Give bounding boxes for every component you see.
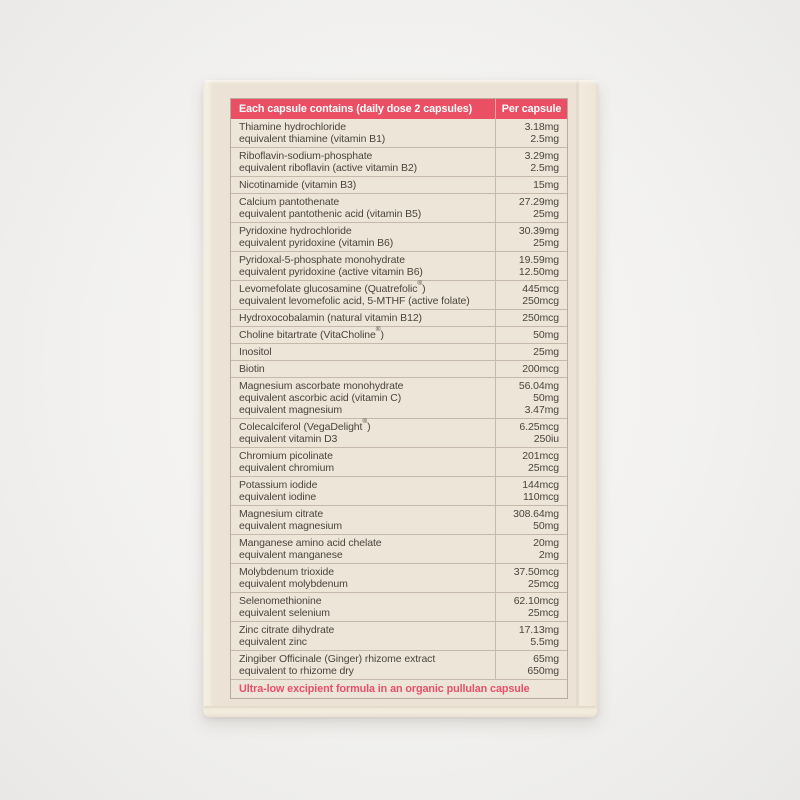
- ingredient-amounts: [495, 344, 567, 360]
- text-line: 50mg: [533, 392, 559, 404]
- text-line: 27.29mg: [518, 196, 559, 208]
- ingredient-name: [231, 252, 495, 280]
- text-line: 650mg: [527, 665, 559, 677]
- text-line: 250mcg: [522, 295, 559, 307]
- ingredient-amounts: [495, 477, 567, 505]
- ingredient-amounts: [495, 361, 567, 377]
- table-row: [231, 418, 567, 447]
- table-row: [231, 119, 567, 147]
- ingredient-amounts: [495, 506, 567, 534]
- box-top-edge: [203, 80, 598, 84]
- text-line: equivalent chromium: [239, 462, 334, 474]
- header-ingredient-column: Each capsule contains (daily dose 2 capsules): [239, 103, 473, 115]
- ingredient-amounts: [495, 281, 567, 309]
- registered-trademark-symbol: ®: [417, 280, 423, 287]
- text-line: Hydroxocobalamin (natural vitamin B12): [239, 312, 422, 324]
- supplement-box: [203, 80, 598, 717]
- ingredient-amounts: [495, 310, 567, 326]
- registered-trademark-symbol: ®: [375, 326, 381, 333]
- text-line: 3.47mg: [524, 404, 559, 416]
- ingredient-amounts: [495, 252, 567, 280]
- text-line: 30.39mg: [518, 225, 559, 237]
- ingredient-name: [231, 448, 495, 476]
- ingredient-amounts: [495, 448, 567, 476]
- text-line: equivalent riboflavin (active vitamin B2): [239, 162, 417, 174]
- text-line: Choline bitartrate (VitaCholine®): [239, 326, 384, 341]
- ingredient-name: [231, 477, 495, 505]
- table-row: [231, 650, 567, 679]
- table-row: [231, 222, 567, 251]
- table-body: [231, 119, 567, 679]
- ingredient-name: [231, 378, 495, 418]
- text-line: Pyridoxine hydrochloride: [239, 225, 352, 237]
- ingredient-name: [231, 194, 495, 222]
- ingredient-name: [231, 119, 495, 147]
- ingredient-name: [231, 177, 495, 193]
- text-line: equivalent ascorbic acid (vitamin C): [239, 392, 402, 404]
- text-line: 201mcg: [522, 450, 559, 462]
- box-bottom-edge: [204, 706, 597, 717]
- ingredient-name: [231, 535, 495, 563]
- ingredient-amounts: [495, 148, 567, 176]
- ingredient-name: [231, 223, 495, 251]
- ingredient-amounts: [495, 378, 567, 418]
- table-row: [231, 176, 567, 193]
- ingredient-name: [231, 361, 495, 377]
- text-line: 2mg: [538, 549, 559, 561]
- text-line: 62.10mcg: [513, 595, 559, 607]
- text-line: 25mg: [533, 208, 559, 220]
- ingredient-name: [231, 148, 495, 176]
- ingredient-amounts: [495, 119, 567, 147]
- text-line: 144mcg: [522, 479, 559, 491]
- text-line: Thiamine hydrochloride: [239, 121, 346, 133]
- text-line: Molybdenum trioxide: [239, 566, 334, 578]
- registered-trademark-symbol: ®: [362, 418, 368, 425]
- text-line: 2.5mg: [530, 133, 559, 145]
- text-line: 65mg: [533, 653, 559, 665]
- text-line: Zingiber Officinale (Ginger) rhizome extract: [239, 653, 436, 665]
- text-line: 19.59mg: [518, 254, 559, 266]
- text-line: Nicotinamide (vitamin B3): [239, 179, 357, 191]
- ingredient-amounts: [495, 327, 567, 343]
- table-row: [231, 592, 567, 621]
- ingredient-name: [231, 622, 495, 650]
- text-line: equivalent magnesium: [239, 520, 343, 532]
- text-line: 37.50mcg: [513, 566, 559, 578]
- table-row: [231, 447, 567, 476]
- text-line: 5.5mg: [530, 636, 559, 648]
- text-line: Potassium iodide: [239, 479, 318, 491]
- ingredient-name: [231, 327, 495, 343]
- table-row: [231, 377, 567, 418]
- table-row: [231, 476, 567, 505]
- ingredient-amounts: [495, 194, 567, 222]
- text-line: equivalent to rhizome dry: [239, 665, 354, 677]
- ingredient-name: [231, 651, 495, 679]
- text-line: Pyridoxal-5-phosphate monohydrate: [239, 254, 405, 266]
- ingredient-amounts: [495, 651, 567, 679]
- text-line: 250mcg: [522, 312, 559, 324]
- text-line: 445mcg: [522, 283, 559, 295]
- text-line: equivalent pyridoxine (vitamin B6): [239, 237, 394, 249]
- ingredient-amounts: [495, 535, 567, 563]
- nutrition-facts-panel: [230, 98, 568, 699]
- text-line: 17.13mg: [518, 624, 559, 636]
- table-row: [231, 251, 567, 280]
- ingredient-amounts: [495, 223, 567, 251]
- table-row: [231, 193, 567, 222]
- table-header-row: [231, 99, 567, 119]
- ingredient-name: [231, 593, 495, 621]
- ingredient-amounts: [495, 177, 567, 193]
- text-line: 25mg: [533, 237, 559, 249]
- text-line: Levomefolate glucosamine (Quatrefolic®): [239, 280, 426, 295]
- text-line: equivalent molybdenum: [239, 578, 348, 590]
- text-line: equivalent zinc: [239, 636, 307, 648]
- text-line: 50mg: [533, 329, 559, 341]
- header-per-capsule-column: Per capsule: [495, 99, 567, 119]
- text-line: 56.04mg: [518, 380, 559, 392]
- text-line: Selenomethionine: [239, 595, 322, 607]
- text-line: Calcium pantothenate: [239, 196, 340, 208]
- text-line: Inositol: [239, 346, 272, 358]
- text-line: equivalent manganese: [239, 549, 343, 561]
- text-line: Colecalciferol (VegaDelight®): [239, 418, 371, 433]
- text-line: 3.29mg: [524, 150, 559, 162]
- table-row: [231, 360, 567, 377]
- text-line: equivalent selenium: [239, 607, 330, 619]
- table-footer-row: [231, 679, 567, 698]
- ingredient-amounts: [495, 564, 567, 592]
- ingredient-name: [231, 344, 495, 360]
- text-line: 250iu: [533, 433, 559, 445]
- text-line: 12.50mg: [518, 266, 559, 278]
- ingredient-amounts: [495, 593, 567, 621]
- table-row: [231, 147, 567, 176]
- text-line: Chromium picolinate: [239, 450, 333, 462]
- ingredient-name: [231, 419, 495, 447]
- text-line: 25mcg: [527, 607, 559, 619]
- text-line: equivalent pantothenic acid (vitamin B5): [239, 208, 422, 220]
- text-line: equivalent magnesium: [239, 404, 343, 416]
- text-line: Biotin: [239, 363, 265, 375]
- text-line: 25mg: [533, 346, 559, 358]
- table-row: [231, 563, 567, 592]
- text-line: equivalent pyridoxine (active vitamin B6): [239, 266, 423, 278]
- table-row: [231, 309, 567, 326]
- text-line: Manganese amino acid chelate: [239, 537, 382, 549]
- ingredient-name: [231, 564, 495, 592]
- text-line: 6.25mcg: [519, 421, 559, 433]
- text-line: 20mg: [533, 537, 559, 549]
- text-line: 308.64mg: [513, 508, 559, 520]
- text-line: equivalent vitamin D3: [239, 433, 338, 445]
- text-line: 25mcg: [527, 578, 559, 590]
- text-line: equivalent iodine: [239, 491, 317, 503]
- table-row: [231, 343, 567, 360]
- text-line: Riboflavin-sodium-phosphate: [239, 150, 373, 162]
- text-line: 15mg: [533, 179, 559, 191]
- text-line: 2.5mg: [530, 162, 559, 174]
- text-line: 110mcg: [523, 491, 559, 503]
- ingredient-amounts: [495, 622, 567, 650]
- ingredient-name: [231, 281, 495, 309]
- text-line: Magnesium ascorbate monohydrate: [239, 380, 404, 392]
- table-row: [231, 621, 567, 650]
- text-line: 50mg: [533, 520, 559, 532]
- text-line: equivalent thiamine (vitamin B1): [239, 133, 386, 145]
- table-row: [231, 280, 567, 309]
- text-line: Magnesium citrate: [239, 508, 324, 520]
- ingredient-amounts: [495, 419, 567, 447]
- text-line: 3.18mg: [524, 121, 559, 133]
- ingredient-name: [231, 310, 495, 326]
- table-row: [231, 326, 567, 343]
- footer-note: Ultra-low excipient formula in an organic pullulan capsule: [239, 683, 530, 695]
- text-line: 200mcg: [522, 363, 559, 375]
- table-row: [231, 505, 567, 534]
- text-line: 25mcg: [527, 462, 559, 474]
- table-row: [231, 534, 567, 563]
- text-line: Zinc citrate dihydrate: [239, 624, 335, 636]
- text-line: equivalent levomefolic acid, 5-MTHF (active folate): [239, 295, 470, 307]
- ingredient-name: [231, 506, 495, 534]
